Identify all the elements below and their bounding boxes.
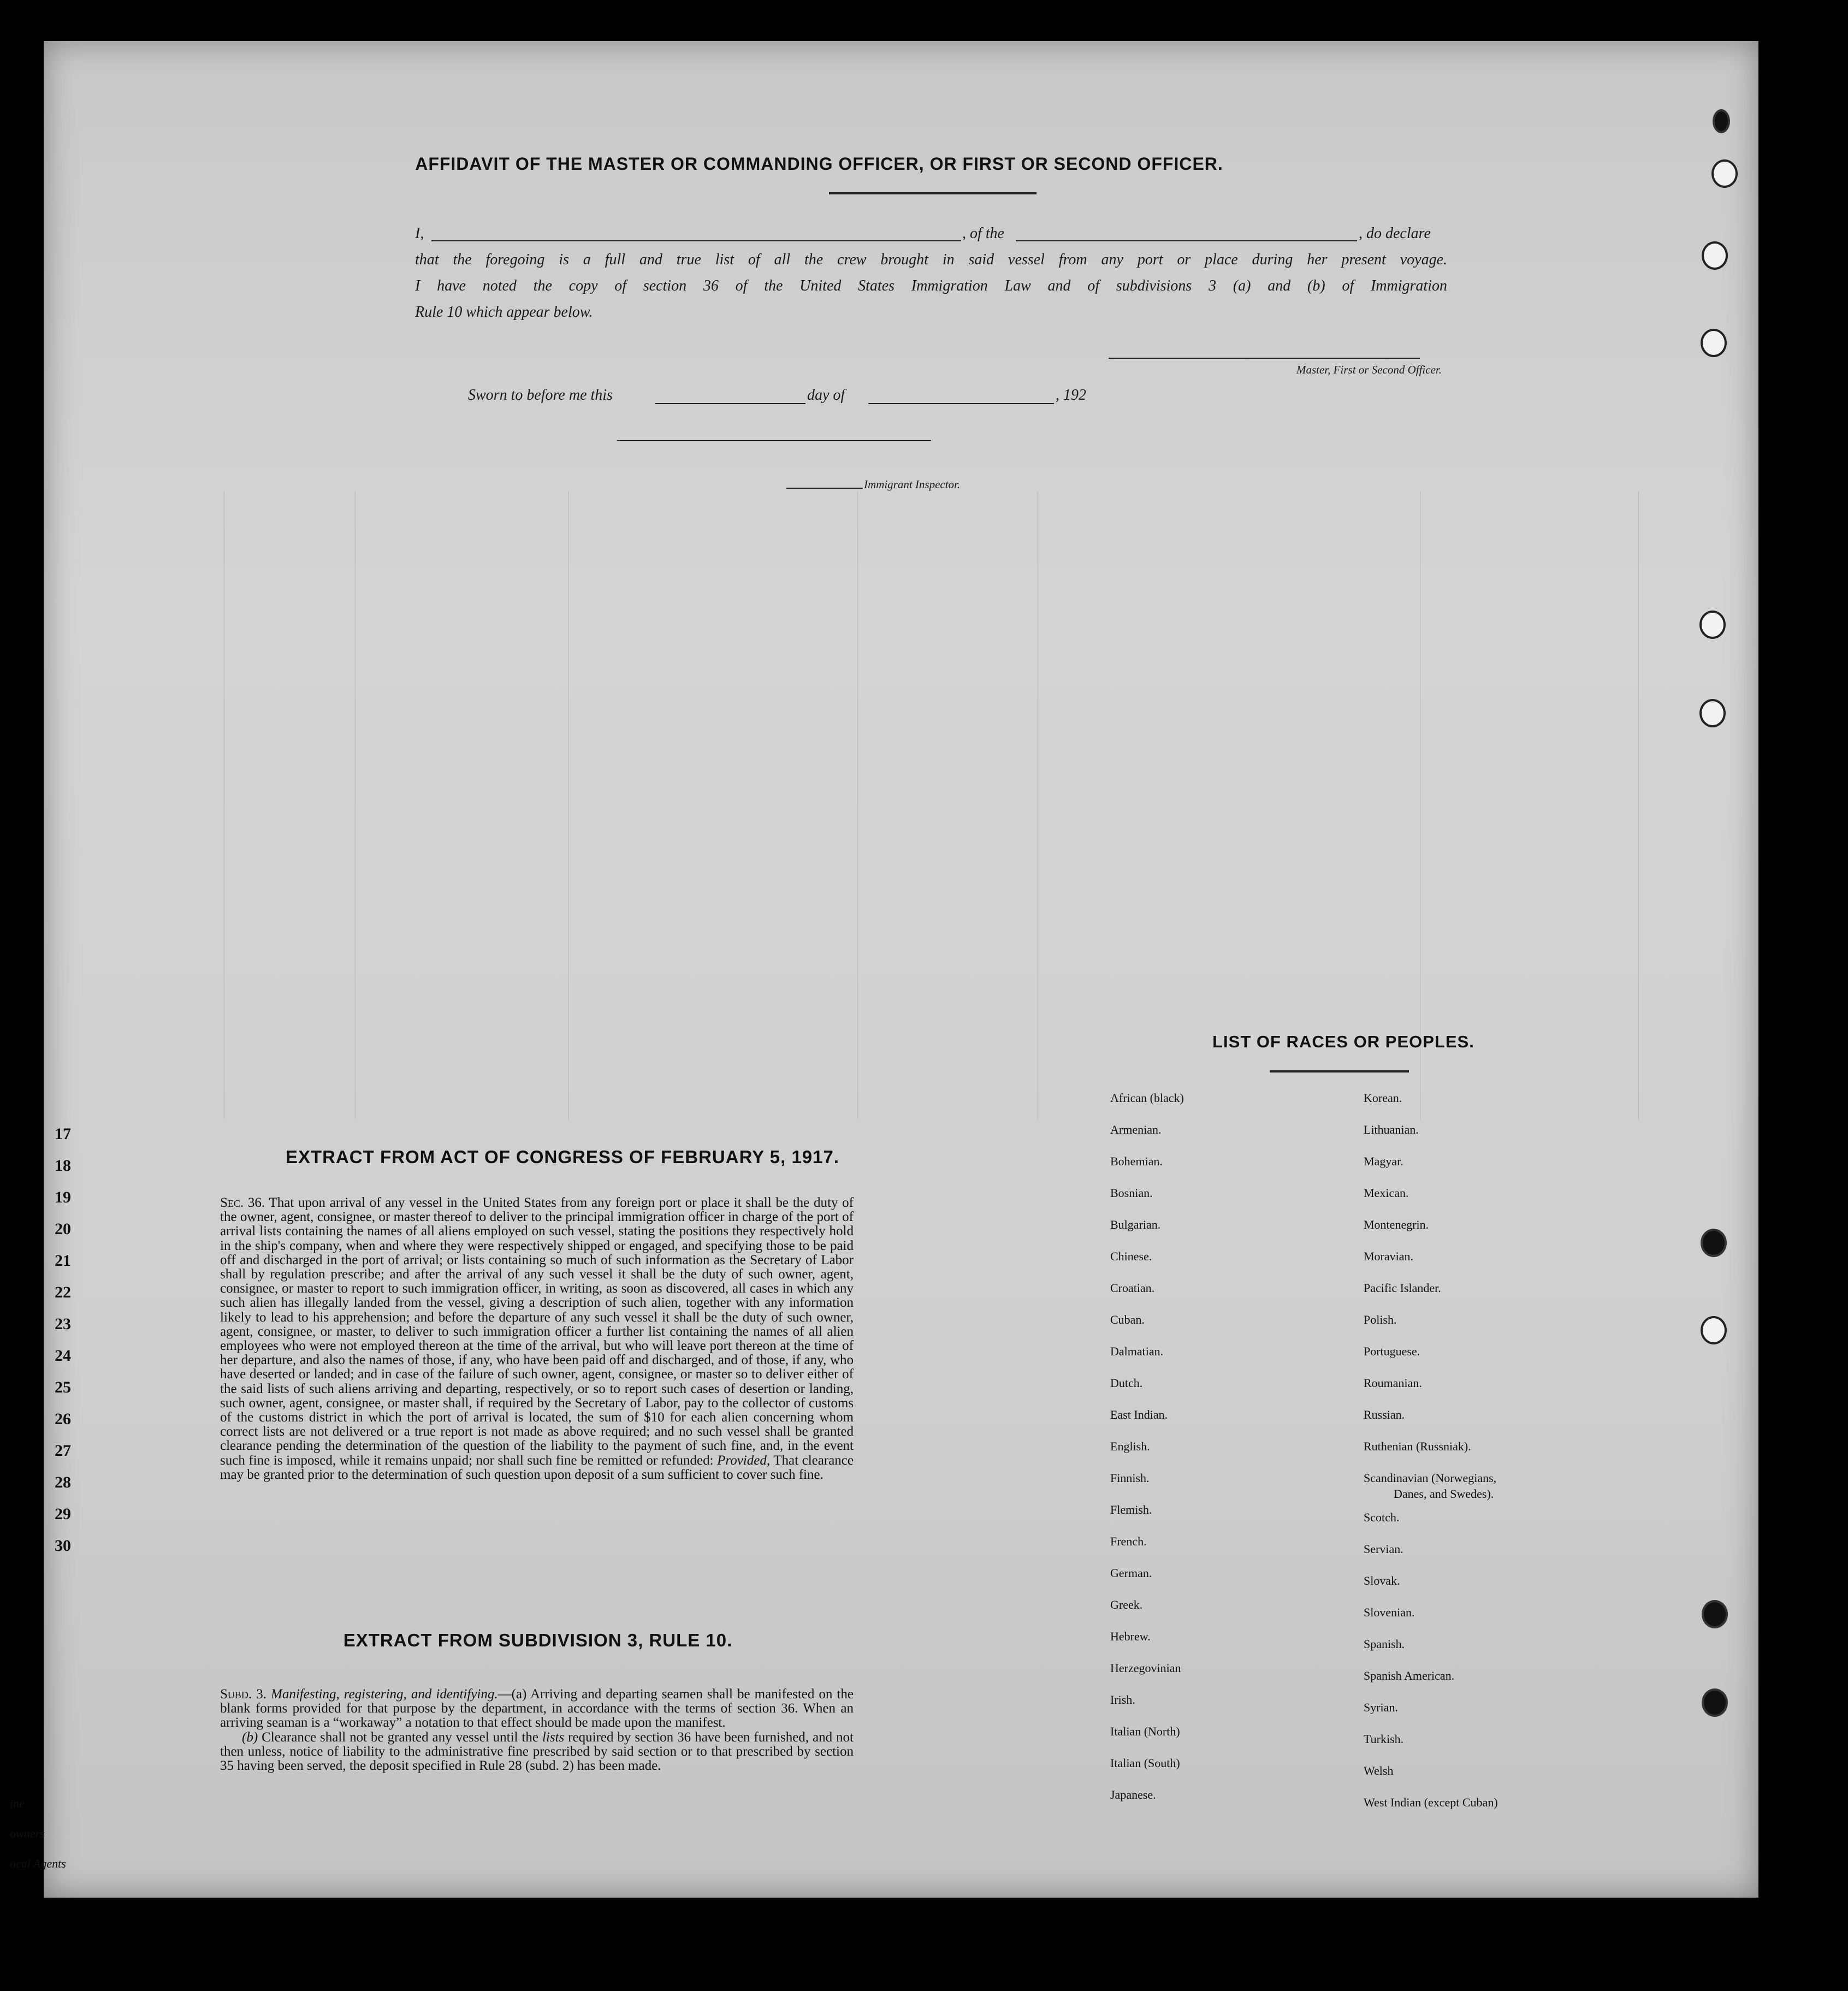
races-right-column <box>1364 1082 1498 1818</box>
affidavit-line1-suffix: , do declare <box>1359 225 1431 242</box>
race-item: Moravian. <box>1364 1249 1414 1263</box>
punch-hole <box>1701 1316 1727 1344</box>
punch-hole <box>1713 109 1730 133</box>
race-item: Servian. <box>1364 1542 1403 1556</box>
affidavit-title: AFFIDAVIT OF THE MASTER OR COMMANDING OFFICER, OR FIRST OR SECOND OFFICER. <box>415 154 1223 174</box>
race-item: Korean. <box>1364 1091 1402 1105</box>
punch-hole <box>1702 1688 1728 1717</box>
race-item: East Indian. <box>1110 1408 1168 1421</box>
race-item: Armenian. <box>1110 1123 1162 1136</box>
subd-b-text-2: required by section 36 have been furnished, and not then unless, notice of liability to the administrative fine prescribed by said section or to that prescribed by section 35 having been served, the deposit specified in Rule 28 (subd. 2) has been made. <box>220 1729 854 1774</box>
subdivision-3-text <box>220 1687 854 1773</box>
ghost-column-line <box>355 491 356 1119</box>
row-number: 22 <box>55 1283 71 1301</box>
race-item: Scandinavian (Norwegians, <box>1364 1471 1497 1485</box>
row-number: 19 <box>55 1188 71 1206</box>
row-number: 28 <box>55 1473 71 1491</box>
punch-hole <box>1702 241 1728 270</box>
affidavit-line2: that the foregoing is a full and true list of all the crew brought in said vessel from any port or place during her present voyage. <box>415 251 1447 268</box>
race-item: Magyar. <box>1364 1154 1403 1168</box>
race-item: African (black) <box>1110 1091 1184 1105</box>
title-underline <box>829 192 1036 194</box>
sworn-month-field[interactable] <box>868 403 1054 404</box>
race-item: Japanese. <box>1110 1788 1156 1802</box>
section-36-body: That upon arrival of any vessel in the United States from any foreign port or place it shall be the duty of the owner, agent, consignee, or master thereof to deliver to the principal immigration officer in charge of the port of arrival lists containing the names of all aliens employed on such vessel, stating the positions they respectively hold in the ship's company, when and where they were respectively shipped or engaged, and specifying those to be paid off and discharged in the port of arrival; or lists containing so much of such information as the Secretary of Labor shall by regulation prescribe; and after the arrival of any such vessel it shall be the duty of such owner, agent, consignee, or master to report to such immigration officer, in writing, as soon as discovered, all cases in which any such alien has illegally landed from the vessel, giving a description of such alien, together with any information likely to lead to his apprehension; and before the departure of any such vessel it shall be the duty of such owner, agent, consignee, or master, to deliver to such immigration officer a further list containing the names of all alien employees who were not employed thereon at the time of the arrival, but who will leave port thereon at the time of her departure, and also the names of those, if any, who have been paid off and discharged, and of those, if any, who have deserted or landed; and in case of the failure of such owner, agent, consignee, or master so to deliver either of the said lists of such aliens arriving and departing, respectively, or so to report such cases of desertion or landing, such owner, agent, consignee, or master shall, if required by the Secretary of Labor, pay to the collector of customs of the customs district in which the port of arrival is located, the sum of $10 for each alien concerning whom correct lists are not delivered or a true report is not made as above required; and no such vessel shall be granted clearance pending the determination of the question of the liability to the payment of such fine, and, in the event such fine is imposed, while it remains unpaid; nor shall such fine be remitted or refunded: <box>220 1195 854 1468</box>
congress-extract-title: EXTRACT FROM ACT OF CONGRESS OF FEBRUARY 5, 1917. <box>285 1147 840 1167</box>
races-title-underline <box>1270 1070 1409 1072</box>
races-title: LIST OF RACES OR PEOPLES. <box>1212 1032 1474 1051</box>
row-number: 25 <box>55 1378 71 1396</box>
race-item: English. <box>1110 1439 1150 1453</box>
sworn-prefix: Sworn to before me this <box>468 387 613 404</box>
race-item: Roumanian. <box>1364 1376 1422 1390</box>
race-item: Portuguese. <box>1364 1344 1420 1358</box>
signature-caption: Master, First or Second Officer. <box>1296 363 1442 376</box>
race-item: Bosnian. <box>1110 1186 1153 1200</box>
race-item: Spanish American. <box>1364 1669 1455 1682</box>
punch-hole <box>1699 611 1726 639</box>
race-item: Greek. <box>1110 1598 1143 1611</box>
inspector-caption: Immigrant Inspector. <box>864 478 961 491</box>
ghost-column-line <box>1638 491 1639 1119</box>
race-item: Flemish. <box>1110 1503 1152 1516</box>
punch-hole <box>1702 1600 1728 1628</box>
race-item: German. <box>1110 1566 1152 1580</box>
row-number: 18 <box>55 1157 71 1175</box>
race-item: Finnish. <box>1110 1471 1150 1485</box>
subd-b-label: (b) <box>242 1729 258 1745</box>
race-item: Welsh <box>1364 1764 1394 1777</box>
race-item: Polish. <box>1364 1313 1397 1326</box>
side-label: ine <box>10 1797 25 1810</box>
affidavit-line3: I have noted the copy of section 36 of the United States Immigration Law and of subdivisions 3 (a) and (b) of Immigration <box>415 277 1447 294</box>
race-item: Montenegrin. <box>1364 1218 1429 1231</box>
row-number: 27 <box>55 1442 71 1460</box>
race-item: Italian (South) <box>1110 1756 1180 1770</box>
race-item: Danes, and Swedes). <box>1394 1487 1494 1501</box>
subd-label: Subd. 3. <box>220 1687 266 1702</box>
punch-hole <box>1701 329 1727 357</box>
race-item: French. <box>1110 1534 1147 1548</box>
affidavit-line4: Rule 10 which appear below. <box>415 304 593 321</box>
sworn-day-field[interactable] <box>655 403 805 404</box>
affidavit-line1-mid: , of the <box>962 225 1004 242</box>
race-item: Bulgarian. <box>1110 1218 1161 1231</box>
race-item: Irish. <box>1110 1693 1135 1706</box>
side-label: owners <box>10 1827 45 1840</box>
side-label: ocal Agents <box>10 1857 66 1870</box>
vessel-name-field[interactable] <box>1016 240 1357 241</box>
race-item: Pacific Islander. <box>1364 1281 1441 1295</box>
race-item: Scotch. <box>1364 1510 1400 1524</box>
row-number: 24 <box>55 1347 71 1365</box>
race-item: Mexican. <box>1364 1186 1409 1200</box>
ghost-column-line <box>857 491 858 1119</box>
punch-hole <box>1711 159 1738 188</box>
row-number: 30 <box>55 1537 71 1555</box>
race-item: Dutch. <box>1110 1376 1143 1390</box>
subd-b-lists: lists <box>542 1729 565 1745</box>
row-number: 17 <box>55 1125 71 1143</box>
row-number: 26 <box>55 1410 71 1428</box>
affidavit-line1-prefix: I, <box>415 225 424 242</box>
race-item: Russian. <box>1364 1408 1405 1421</box>
subd-a-text: —(a) Arriving and departing seamen shall be manifested on the blank forms provided for that purpose by the department, in accordance with the terms of section 36. When an arriving seaman is a “workaway” a notation to that effect should be made upon the manifest. <box>220 1687 854 1731</box>
race-item: Hebrew. <box>1110 1629 1151 1643</box>
races-left-column <box>1110 1082 1184 1811</box>
race-item: Slovak. <box>1364 1574 1400 1587</box>
punch-hole <box>1699 699 1726 727</box>
provided-label: Provided, <box>717 1453 771 1468</box>
row-number: 20 <box>55 1220 71 1238</box>
row-number: 23 <box>55 1315 71 1333</box>
master-signature-field[interactable] <box>1109 358 1420 359</box>
race-item: Chinese. <box>1110 1249 1152 1263</box>
subd-heading: Manifesting, registering, and identifying. <box>271 1687 498 1702</box>
section-36-text <box>220 1196 854 1482</box>
subd-b-text-1: Clearance shall not be granted any vessel until the <box>262 1729 538 1745</box>
race-item: Italian (North) <box>1110 1725 1180 1738</box>
row-number: 21 <box>55 1252 71 1270</box>
rule-extract-title: EXTRACT FROM SUBDIVISION 3, RULE 10. <box>343 1630 733 1650</box>
race-item: Syrian. <box>1364 1700 1398 1714</box>
race-item: Slovenian. <box>1364 1605 1415 1619</box>
race-item: Spanish. <box>1364 1637 1405 1651</box>
race-item: West Indian (except Cuban) <box>1364 1796 1498 1809</box>
side-labels <box>10 1797 92 1887</box>
race-item: Dalmatian. <box>1110 1344 1164 1358</box>
race-item: Cuban. <box>1110 1313 1145 1326</box>
row-number-column <box>30 1125 96 1568</box>
race-item: Bohemian. <box>1110 1154 1163 1168</box>
race-item: Ruthenian (Russniak). <box>1364 1439 1471 1453</box>
sworn-mid: day of <box>807 387 845 404</box>
inspector-signature-field[interactable] <box>617 440 931 441</box>
race-item: Turkish. <box>1364 1732 1404 1746</box>
inspector-name-field[interactable] <box>786 488 863 489</box>
declarant-name-field[interactable] <box>431 240 961 241</box>
race-item: Lithuanian. <box>1364 1123 1419 1136</box>
race-item: Croatian. <box>1110 1281 1155 1295</box>
section-36-label: Sec. 36. <box>220 1195 265 1210</box>
row-number: 29 <box>55 1505 71 1523</box>
punch-hole <box>1701 1229 1727 1257</box>
sworn-suffix: , 192 <box>1056 387 1086 404</box>
form-page <box>44 41 1758 1898</box>
section-36-end: That clearance may be granted prior to the determination of such question upon deposit of a sum sufficient to cover such fine. <box>220 1453 854 1482</box>
race-item: Herzegovinian <box>1110 1661 1181 1675</box>
